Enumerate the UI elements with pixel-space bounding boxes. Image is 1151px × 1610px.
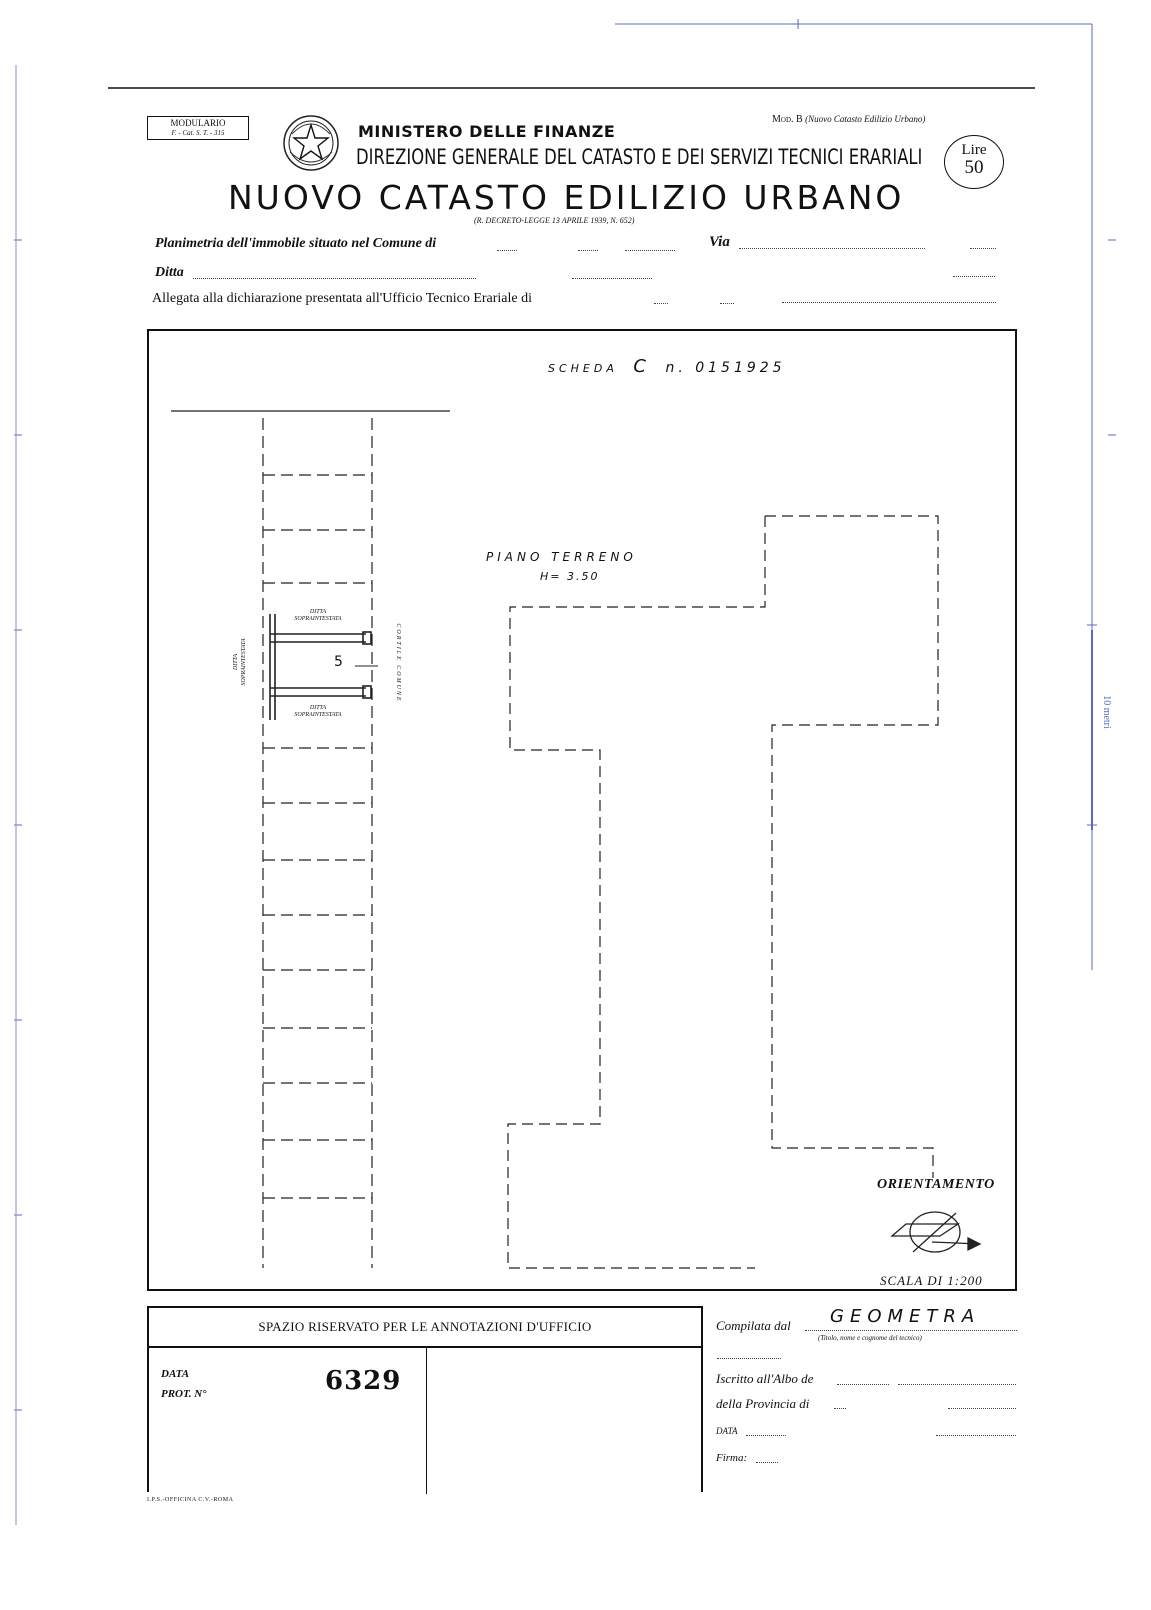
comune-label: Planimetria dell'immobile situato nel Comune di (155, 236, 437, 251)
firma-label: Firma: (716, 1452, 748, 1464)
scheda-number: n. 0151925 (665, 360, 786, 376)
allegata-label: Allegata alla dichiarazione presentata all'Ufficio Tecnico Erariale di (152, 291, 533, 306)
scale-bar-label: 10 metri (1101, 695, 1112, 729)
compiler-data-field-2[interactable] (936, 1435, 1016, 1436)
office-annotations-title: SPAZIO RISERVATO PER LE ANNOTAZIONI D'UFFICIO (149, 1308, 701, 1348)
compass-icon (892, 1212, 980, 1252)
office-annotations-box (147, 1306, 703, 1492)
unit-number: 5 (334, 654, 343, 670)
scheda-label (548, 356, 786, 377)
office-data-label: DATA (161, 1368, 190, 1380)
compilata-value: GEOMETRA (830, 1306, 981, 1327)
scheda-letter: C (633, 356, 650, 377)
iscritto-field[interactable] (837, 1384, 889, 1385)
protocol-number: 6329 (325, 1366, 402, 1396)
ditta-top-line-2: SOPRAINTESTATA (294, 616, 342, 622)
ditta-bottom-line-1: DITTA (309, 705, 327, 711)
firma-field[interactable] (756, 1462, 778, 1463)
direction-name: DIREZIONE GENERALE DEL CATASTO E DEI SERVIZI TECNICI ERARIALI (356, 145, 923, 169)
ministry-name: MINISTERO DELLE FINANZE (358, 122, 616, 141)
compiler-data-label: DATA (716, 1426, 738, 1436)
floor-height: H= 3.50 (540, 570, 600, 583)
iscritto-field-2[interactable] (898, 1384, 1016, 1385)
ditta-top-line-1: DITTA (309, 609, 327, 615)
decree-reference: (R. DECRETO-LEGGE 13 APRILE 1939, N. 652) (474, 216, 635, 225)
courtyard-outline (508, 516, 938, 1268)
provincia-label: della Provincia di (716, 1396, 810, 1411)
provincia-field-2[interactable] (948, 1408, 1016, 1409)
office-column-divider (426, 1346, 427, 1494)
scheda-text: SCHEDA (548, 362, 618, 375)
cortile-label: CORTILE COMUNE (395, 623, 401, 703)
modulario-code: F. - Cat. S. T. - 315 (171, 129, 225, 137)
fee-stamp-value: 50 (964, 157, 984, 178)
office-prot-label: PROT. N° (161, 1388, 207, 1400)
ditta-bottom-line-2: SOPRAINTESTATA (294, 712, 342, 718)
floor-name: PIANO TERRENO (486, 550, 637, 564)
iscritto-label: Iscritto all'Albo de (716, 1371, 814, 1386)
page-title: NUOVO CATASTO EDILIZIO URBANO (228, 178, 905, 217)
mod-b-prefix: Mod. B (772, 114, 803, 125)
compilata-field[interactable] (805, 1330, 1017, 1331)
orientamento-label: ORIENTAMENTO (877, 1177, 995, 1192)
ditta-left-label (232, 602, 248, 722)
mod-b-note: (Nuovo Catasto Edilizio Urbano) (805, 114, 926, 124)
corridor-outline (263, 418, 372, 1268)
printer-footer: I.P.S.-OFFICINA C.V.-ROMA (147, 1497, 234, 1503)
via-label: Via (709, 234, 730, 250)
compilata-label: Compilata dal (716, 1318, 791, 1333)
fee-stamp-label: Lire (961, 142, 987, 158)
scale-label: SCALA DI 1:200 (880, 1273, 983, 1288)
provincia-field[interactable] (834, 1408, 846, 1409)
ditta-label: Ditta (155, 265, 184, 280)
ditta-left-line-1: DITTA (233, 653, 239, 671)
compilata-field-2[interactable] (717, 1358, 781, 1359)
modulario-title: MODULARIO (170, 118, 226, 128)
ditta-left-line-2: SOPRAINTESTATA (241, 638, 247, 686)
compiler-data-field[interactable] (746, 1435, 786, 1436)
compilata-note: (Titolo, nome e cognome del tecnico) (818, 1334, 922, 1342)
ditta-bottom-label (270, 705, 366, 719)
ditta-top-label (270, 609, 366, 623)
